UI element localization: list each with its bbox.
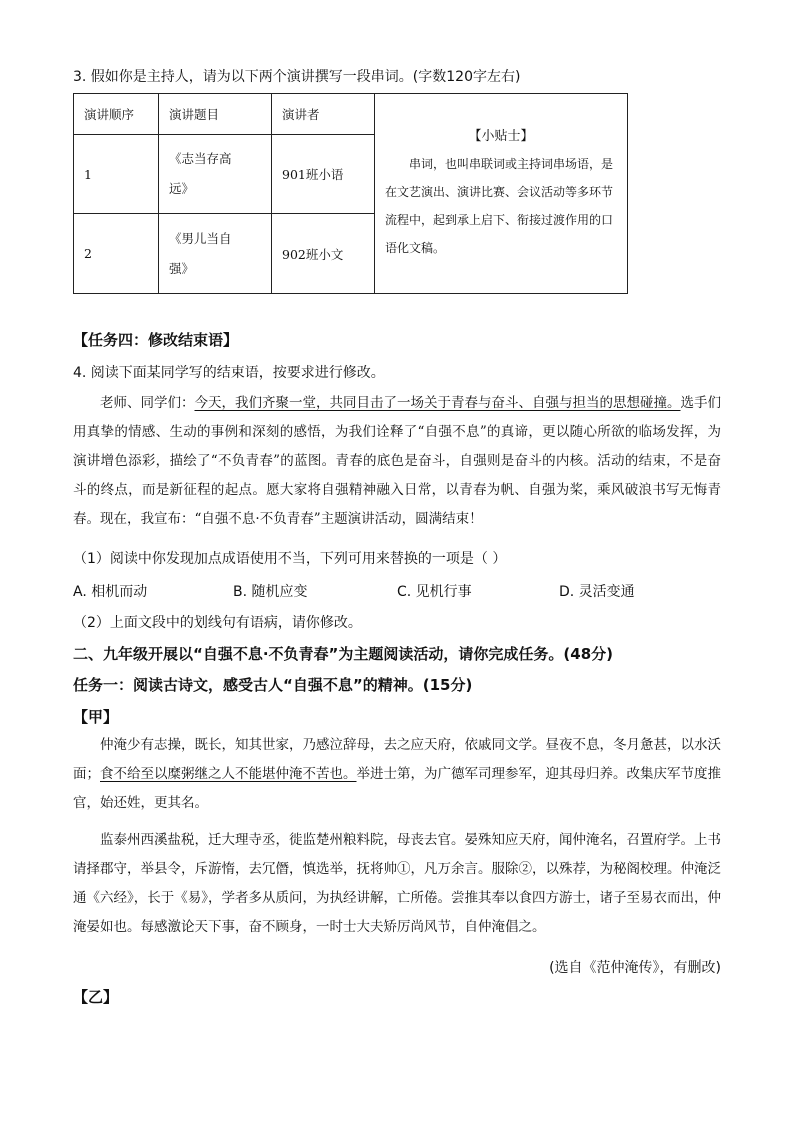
option-d: D. 灵活变通 [559,584,635,600]
tip-body: 串词，也叫串联词或主持词串场语，是在文艺演出、演讲比赛、会议活动等多环节流程中，起到承上启下、衔接过渡作用的口语化文稿。 [385,157,614,255]
underlined-sentence: 食不给至以糜粥继之人不能堪仲淹不苦也。 [100,766,357,782]
row-order: 2 [74,214,159,294]
closing-speech-passage: 老师、同学们：今天，我们齐聚一堂，共同目击了一场关于青春与奋斗、自强与担当的思想碰撞。选手们用真挚的情感、生动的事例和深刻的感悟，为我们诠释了“自强不息”的真谛，更以随心所欲的临场发挥，为演讲增色添彩，描绘了“不负青春”的蓝图。青春的底色是奋斗，自强则是奋斗的内核。活动的结束，不是奋斗的终点，而是新征程的起点。愿大家将自强精神融入日常，以青春为帆、自强为桨，乘风破浪书写无悔青春。现在，我宣布：“自强不息·不负青春”主题演讲活动，圆满结束！ [73,395,721,527]
header-title: 演讲题目 [159,94,272,135]
option-a: A. 相机而动 [73,584,148,600]
jia-label: 【甲】 [73,708,119,726]
header-speaker: 演讲者 [272,94,375,135]
row-title: 《志当存高 远》 [159,135,272,214]
passage-jia-p2: 监泰州西溪盐税，迁大理寺丞，徙监楚州粮料院，母丧去官。晏殊知应天府，闻仲淹名，召置府学。上书请择郡守，举县令，斥游惰，去冗僭，慎选举，抚将帅①，凡万余言。服除②，以殊荐，为秘阁校理。仲淹泛通《六经》，长于《易》，学者多从质问，为执经讲解，亡所倦。尝推其奉以食四方游士，诸子至易衣而出，仲淹晏如也。每感激论天下事，奋不顾身，一时士大夫矫厉尚风节，自仲淹倡之。 [73,832,721,935]
task4-heading: 【任务四：修改结束语】 [73,331,239,349]
task1-heading: 任务一：阅读古诗文，感受古人“自强不息”的精神。(15分) [73,676,473,694]
question-1: （1）阅读中你发现加点成语使用不当，下列可用来替换的一项是（ ） [73,551,507,567]
underlined-sentence: 今天，我们齐聚一堂，共同目击了一场关于青春与奋斗、自强与担当的思想碰撞。 [194,395,681,411]
q3-prompt: 3. 假如你是主持人，请为以下两个演讲撰写一段串词。(字数120字左右) [73,69,521,85]
tip-cell [375,94,628,294]
speech-table [73,93,628,294]
task4-prompt: 4. 阅读下面某同学写的结束语，按要求进行修改。 [73,365,385,381]
question-2: （2）上面文段中的划线句有语病，请你修改。 [73,615,362,631]
option-c: C. 见机行事 [397,584,472,600]
header-order: 演讲顺序 [74,94,159,135]
source-note: (选自《范仲淹传》，有删改) [549,960,721,976]
passage-jia-p1: 仲淹少有志操，既长，知其世家，乃感泣辞母，去之应天府，依戚同文学。昼夜不息，冬月惫甚，以水沃面；食不给至以糜粥继之人不能堪仲淹不苦也。举进士第，为广德军司理参军，迎其母归养。改集庆军节度推官，始还姓，更其名。 [73,737,721,811]
row-speaker: 902班小文 [272,214,375,294]
tip-title: 【小贴士】 [468,129,534,144]
row-title: 《男儿当自 强》 [159,214,272,294]
yi-label: 【乙】 [73,988,119,1006]
row-order: 1 [74,135,159,214]
row-speaker: 901班小语 [272,135,375,214]
part2-heading: 二、九年级开展以“自强不息·不负青春”为主题阅读活动，请你完成任务。(48分) [73,645,614,663]
option-b: B. 随机应变 [233,584,308,600]
